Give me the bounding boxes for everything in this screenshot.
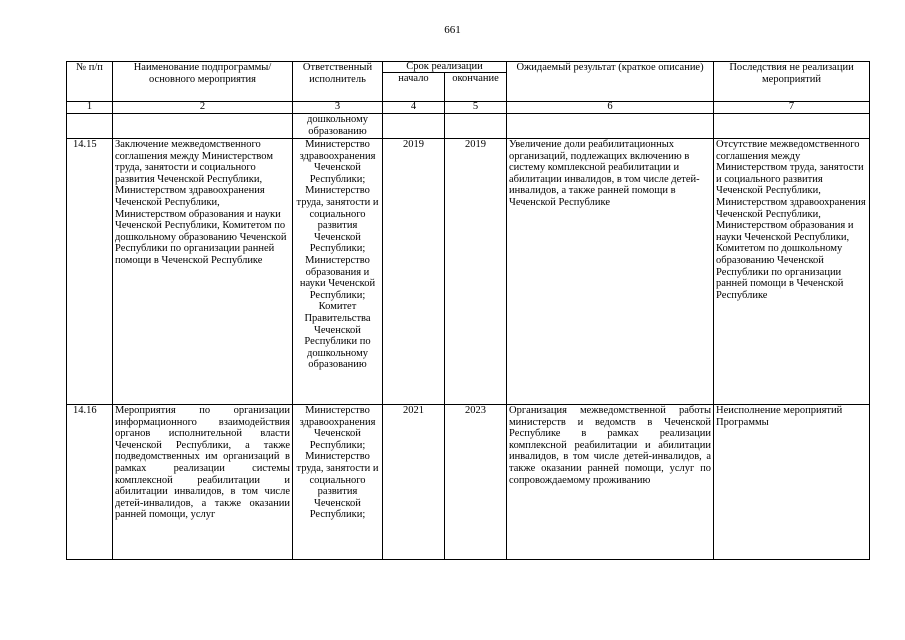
- row-name: [113, 405, 293, 560]
- row-name-text: Мероприятия по организации информационного взаимодействия органов исполнительной власти Чеченской Республики, а также подведомственных им организаций в рамках реализации системы комплексной реабилитации и абилитации инвалидов, в том числе детей-инвалидов, а также оказании ранней помощи, услуг: [115, 405, 290, 521]
- header-name: Наименование подпрограммы/ основного мероприятия: [113, 62, 293, 102]
- header-consequence: Последствия не реализации мероприятий: [714, 62, 870, 102]
- row-consequence: Отсутствие межведомственного соглашения между Министерством труда, занятости и социального развития Чеченской Республики, Министерством здравоохранения Чеченской Республики, Министерством образования и науки Чеченской Республики, Комитетом по дошкольному образованию Чеченской Республики по организации ранней помощи в Чеченской Республике: [714, 139, 870, 405]
- table-row: [67, 139, 870, 405]
- header-end: окончание: [445, 73, 507, 102]
- row-start: 2021: [383, 405, 445, 560]
- index-cell: 4: [383, 102, 445, 114]
- row-number: 14.16: [67, 405, 113, 560]
- index-cell: 5: [445, 102, 507, 114]
- measures-table: [66, 61, 870, 560]
- row-number: 14.15: [67, 139, 113, 405]
- row-start: 2019: [383, 139, 445, 405]
- index-cell: 1: [67, 102, 113, 114]
- row-end: 2019: [445, 139, 507, 405]
- row-responsible: Министерство здравоохранения Чеченской Республики; Министерство труда, занятости и социального развития Чеченской Республики;: [293, 405, 383, 560]
- page-number: 661: [444, 24, 461, 36]
- row-name: Заключение межведомственного соглашения между Министерством труда, занятости и социального развития Чеченской Республики, Министерством здравоохранения Чеченской Республики, Министерством образования и науки Чеченской Республики, Комитетом по дошкольному образованию Чеченской Республики по организации ранней помощи в Чеченской Республике: [113, 139, 293, 405]
- table-row: [67, 405, 870, 560]
- row-responsible: Министерство здравоохранения Чеченской Республики; Министерство труда, занятости и социального развития Чеченской Республики; Министерство образования и науки Чеченской Республики; Комитет Правительства Чеченской Республики по дошкольному образованию: [293, 139, 383, 405]
- header-result: Ожидаемый результат (краткое описание): [507, 62, 714, 102]
- continuation-row: [67, 114, 870, 139]
- index-cell: 6: [507, 102, 714, 114]
- header-start: начало: [383, 73, 445, 102]
- row-result: Увеличение доли реабилитационных организаций, подлежащих включению в систему комплексной реабилитации и абилитации инвалидов, в том числе детей-инвалидов, а также ранней помощи в Чеченской Республике: [507, 139, 714, 405]
- index-cell: 7: [714, 102, 870, 114]
- header-period: Срок реализации: [383, 62, 507, 73]
- index-cell: 3: [293, 102, 383, 114]
- header-number: № п/п: [67, 62, 113, 102]
- row-end: 2023: [445, 405, 507, 560]
- header-responsible: Ответственный исполнитель: [293, 62, 383, 102]
- index-cell: 2: [113, 102, 293, 114]
- row-result: Организация межведомственной работы министерств и ведомств в Чеченской Республике в рамках реализации комплексной реабилитации и абилитации инвалидов, в том числе детей-инвалидов, а также оказании ранней помощи, услуг по сопровождаемому проживанию: [507, 405, 714, 560]
- continuation-responsible: дошкольному образованию: [293, 114, 383, 139]
- header-row: [67, 62, 870, 73]
- row-consequence: Неисполнение мероприятий Программы: [714, 405, 870, 560]
- index-row: [67, 102, 870, 114]
